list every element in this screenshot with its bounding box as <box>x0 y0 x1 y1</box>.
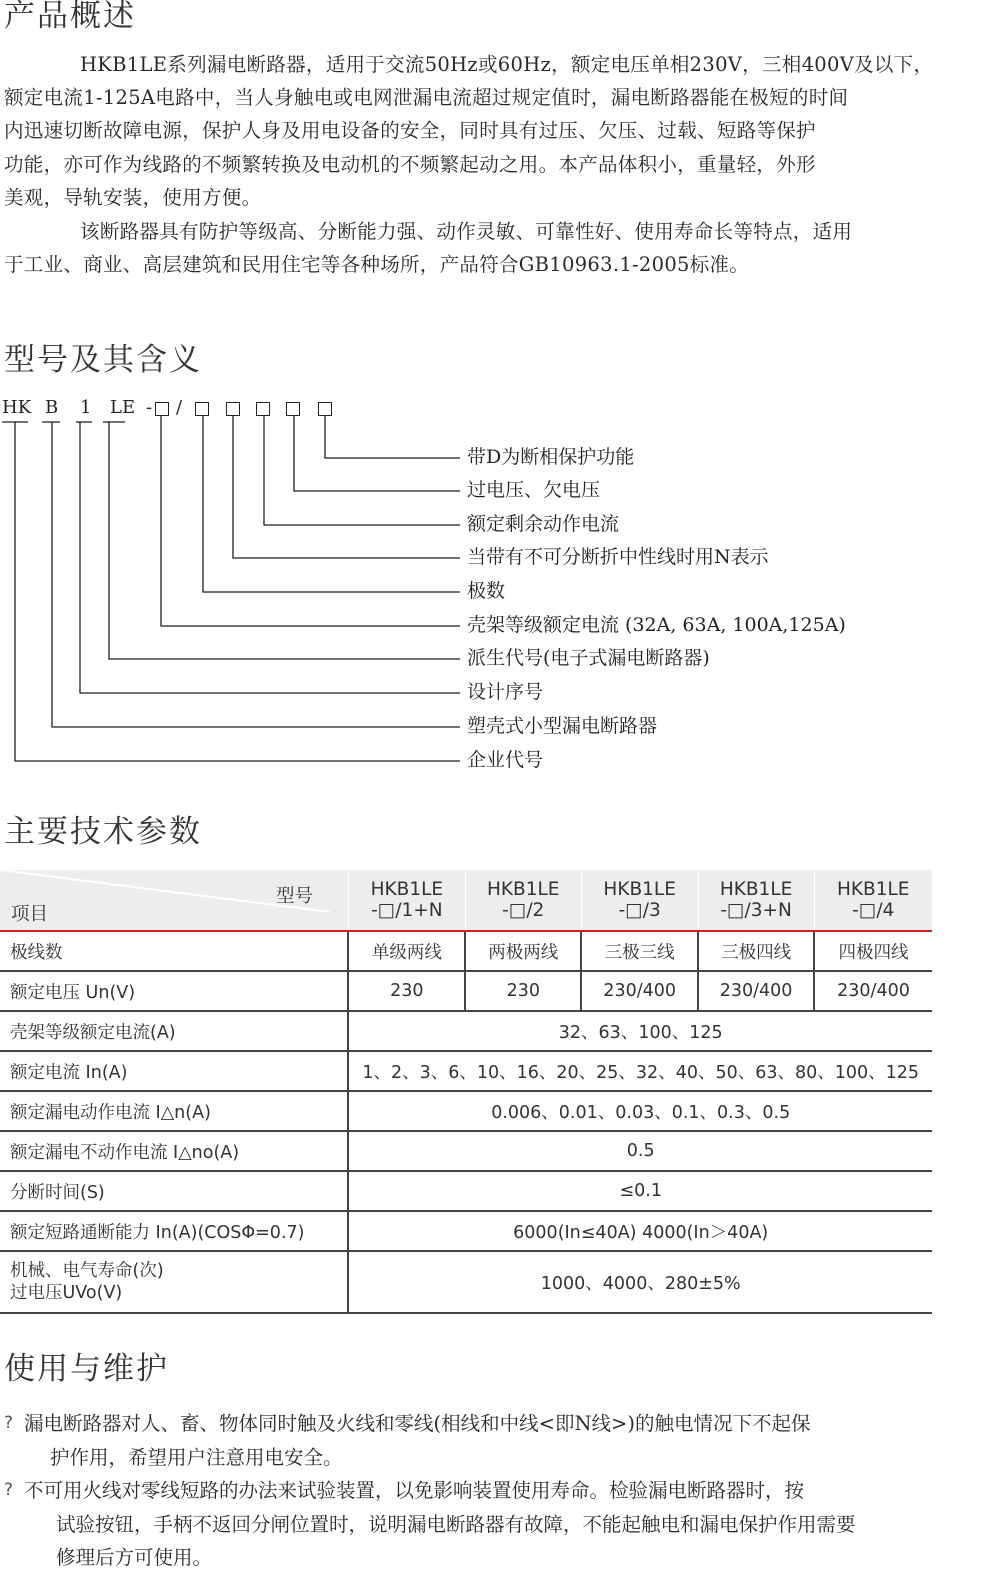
overview-line: 额定电流1-125A电路中，当人身触电或电网泄漏电流超过规定值时，漏电断路器能在极短的时间 <box>4 86 849 109</box>
model-column-header <box>348 870 465 931</box>
table-cell: 三极四线 <box>698 931 814 971</box>
bullet-line: 护作用，希望用户注意用电安全。 <box>50 1445 343 1469</box>
bullet-mark: ? <box>4 1480 14 1500</box>
model-column-header <box>814 870 932 931</box>
section-title-overview: 产品概述 <box>4 0 136 34</box>
row-label-line: 过电压UVo(V) <box>10 1283 123 1303</box>
header-corner <box>0 870 348 931</box>
table-cell: 32、63、100、125 <box>348 1011 932 1051</box>
model-column-header <box>698 870 814 931</box>
leader-lines <box>0 395 470 775</box>
table-cell: 两极两线 <box>465 931 581 971</box>
table-cell: 230 <box>348 971 465 1011</box>
bullet-line: 不可用火线对零线短路的办法来试验装置，以免影响装置使用寿命。检验漏电断路器时，按 <box>24 1479 805 1502</box>
table-cell: 0.006、0.01、0.03、0.1、0.3、0.5 <box>348 1091 932 1131</box>
bullet-line: 试验按钮，手柄不返回分闸位置时，说明漏电断路器有故障，不能起触电和漏电保护作用需要 <box>56 1512 856 1536</box>
row-label: 额定电流 In(A) <box>0 1051 348 1091</box>
row-label: 极线数 <box>0 931 348 971</box>
model-variant: -□/2 <box>502 900 545 921</box>
overview-line: 于工业、商业、高层建筑和民用住宅等各种场所，产品符合GB10963.1-2005标准。 <box>4 253 750 276</box>
row-label: 额定漏电不动作电流 I△no(A) <box>0 1131 348 1171</box>
model-variant: -□/3 <box>618 900 661 921</box>
overview-line: 内迅速切断故障电源，保护人身及用电设备的安全，同时具有过压、欠压、过载、短路等保护 <box>4 119 816 142</box>
model-name: HKB1LE <box>487 879 560 900</box>
table-row <box>0 1251 932 1313</box>
model-name: HKB1LE <box>603 879 676 900</box>
model-name: HKB1LE <box>719 879 793 900</box>
table-row <box>0 1011 932 1051</box>
model-label: 设计序号 <box>467 681 544 703</box>
table-cell: 230/400 <box>698 971 814 1011</box>
model-label: 壳架等级额定电流 (32A, 63A, 100A,125A) <box>467 614 846 636</box>
section-title-specs: 主要技术参数 <box>4 814 202 850</box>
table-row <box>0 1051 932 1091</box>
model-variant: -□/1+N <box>371 900 443 921</box>
section-title-usage: 使用与维护 <box>4 1351 169 1387</box>
overview-line: 该断路器具有防护等级高、分断能力强、动作灵敏、可靠性好、使用寿命长等特点，适用 <box>80 220 853 243</box>
model-label: 派生代号(电子式漏电断路器) <box>467 647 710 669</box>
table-cell: 230/400 <box>581 971 698 1011</box>
row-label: 壳架等级额定电流(A) <box>0 1011 348 1051</box>
row-label: 额定电压 Un(V) <box>0 971 348 1011</box>
usage-bullet <box>4 1407 979 1474</box>
header-item-label: 项目 <box>11 904 49 925</box>
table-row <box>0 1211 932 1251</box>
code-slash: / <box>176 397 183 418</box>
row-label-line: 机械、电气寿命(次) <box>10 1261 164 1281</box>
bullet-line: 修理后方可使用。 <box>56 1546 213 1569</box>
code-b: B <box>45 397 59 418</box>
table-header-row <box>0 870 932 931</box>
model-column-header <box>581 870 698 931</box>
model-label: 塑壳式小型漏电断路器 <box>467 715 658 737</box>
table-row <box>0 931 932 971</box>
table-cell: 230/400 <box>814 971 932 1011</box>
model-label: 额定剩余动作电流 <box>467 513 620 535</box>
table-cell: 0.5 <box>348 1131 932 1171</box>
usage-bullet <box>4 1474 979 1575</box>
table-cell: 6000(In≤40A) 4000(In＞40A) <box>348 1211 932 1251</box>
overview-line: HKB1LE系列漏电断路器，适用于交流50Hz或60Hz，额定电压单相230V，三相400V及以下， <box>80 53 934 76</box>
spec-table <box>0 870 932 1314</box>
table-cell: ≤0.1 <box>348 1171 932 1211</box>
row-label <box>0 1251 348 1313</box>
row-label: 额定漏电动作电流 I△n(A) <box>0 1091 348 1131</box>
code-dash: - <box>146 397 153 418</box>
table-row <box>0 971 932 1011</box>
model-variant: -□/3+N <box>720 900 792 921</box>
model-label: 过电压、欠电压 <box>467 479 601 501</box>
code-hk: HK <box>2 397 32 418</box>
code-1: 1 <box>80 397 92 418</box>
model-column-header <box>465 870 581 931</box>
table-row <box>0 1171 932 1211</box>
bullet-line: 漏电断路器对人、畜、物体同时触及火线和零线(相线和中线<即N线>)的触电情况下不起保 <box>24 1412 811 1435</box>
table-cell: 四极四线 <box>814 931 932 971</box>
model-label: 企业代号 <box>467 749 544 771</box>
table-cell: 单级两线 <box>348 931 465 971</box>
overview-line: 美观，导轨安装，使用方便。 <box>4 186 262 209</box>
table-cell: 1000、4000、280±5% <box>348 1251 932 1313</box>
section-title-model: 型号及其含义 <box>4 342 202 378</box>
model-label: 极数 <box>467 580 506 602</box>
bullet-mark: ? <box>4 1413 14 1433</box>
header-model-label: 型号 <box>276 886 314 907</box>
table-row <box>0 1091 932 1131</box>
model-label: 带D为断相保护功能 <box>467 446 635 468</box>
table-row <box>0 1131 932 1171</box>
model-label: 当带有不可分断折中性线时用N表示 <box>467 546 769 568</box>
table-cell: 230 <box>465 971 581 1011</box>
model-name: HKB1LE <box>837 879 910 900</box>
code-le: LE <box>110 397 136 418</box>
row-label: 分断时间(S) <box>0 1171 348 1211</box>
table-cell: 1、2、3、6、10、16、20、25、32、40、50、63、80、100、125 <box>348 1051 932 1091</box>
overview-line: 功能，亦可作为线路的不频繁转换及电动机的不频繁起动之用。本产品体积小，重量轻，外形 <box>4 153 816 176</box>
row-label: 额定短路通断能力 In(A)(COSΦ=0.7) <box>0 1211 348 1251</box>
model-variant: -□/4 <box>852 900 895 921</box>
model-name: HKB1LE <box>370 879 444 900</box>
table-cell: 三极三线 <box>581 931 698 971</box>
